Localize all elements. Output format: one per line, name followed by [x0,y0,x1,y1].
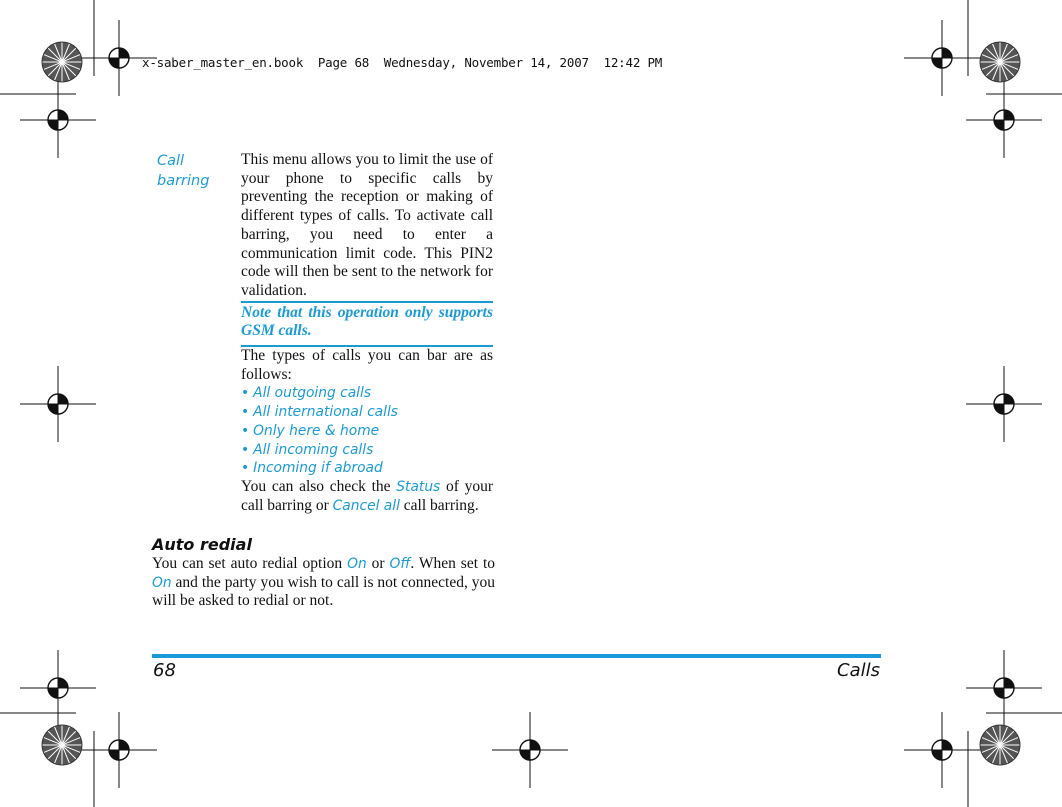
on-option-term: On [347,556,367,572]
on-option-term-2: On [152,574,172,591]
call-barring-column [241,151,493,515]
check-suffix-text: call barring. [403,496,479,514]
list-item [241,459,493,478]
barred-call-types-list [241,384,493,478]
list-item [241,441,493,460]
list-item [241,403,493,422]
auto-redial-heading: Auto redial [152,535,252,554]
or-text: or [371,555,385,572]
print-slug-line: x-saber_master_en.book Page 68 Wednesday, November 14, 2007 12:42 PM [142,55,663,70]
gsm-note: Note that this operation only supports GSM calls. [241,301,493,347]
auto-redial-text-1: You can set auto redial option [152,555,343,572]
page-number: 68 [153,660,176,681]
status-check-paragraph [241,478,493,515]
check-prefix-text: You can also check the [241,477,391,495]
off-option-term: Off [389,556,411,572]
auto-redial-text-2: . When set to [410,555,495,572]
list-item [241,384,493,403]
list-item-label: Only here & home [253,422,380,439]
bullet-icon: • [241,422,250,439]
call-barring-intro: This menu allows you to limit the use of your phone to specific calls by preventing the reception or making of different types of calls. To activate call barring, you need to enter a communication limit code. This PIN2 code will then be sent to the network for validation. [241,151,493,299]
list-item-label: Incoming if abroad [253,460,383,477]
footer-rule [152,654,881,658]
auto-redial-paragraph [152,555,495,611]
bullet-icon: • [241,404,250,421]
check-middle-text: of your call barring or [241,477,494,514]
list-item-label: All outgoing calls [253,385,372,402]
status-option-term: Status [396,478,441,495]
bullet-icon: • [241,385,250,402]
cancel-all-option-term: Cancel all [332,497,400,514]
call-barring-side-heading: Call barring [157,153,210,189]
section-title: Calls [837,660,880,681]
auto-redial-text-3: and the party you wish to call is not connected, you will be asked to redial or not. [152,573,496,610]
bullet-icon: • [241,441,250,458]
list-item-label: All international calls [253,404,398,421]
types-intro: The types of calls you can bar are as follows: [241,347,493,383]
bullet-icon: • [241,460,250,477]
list-item-label: All incoming calls [253,441,374,458]
list-item [241,422,493,441]
